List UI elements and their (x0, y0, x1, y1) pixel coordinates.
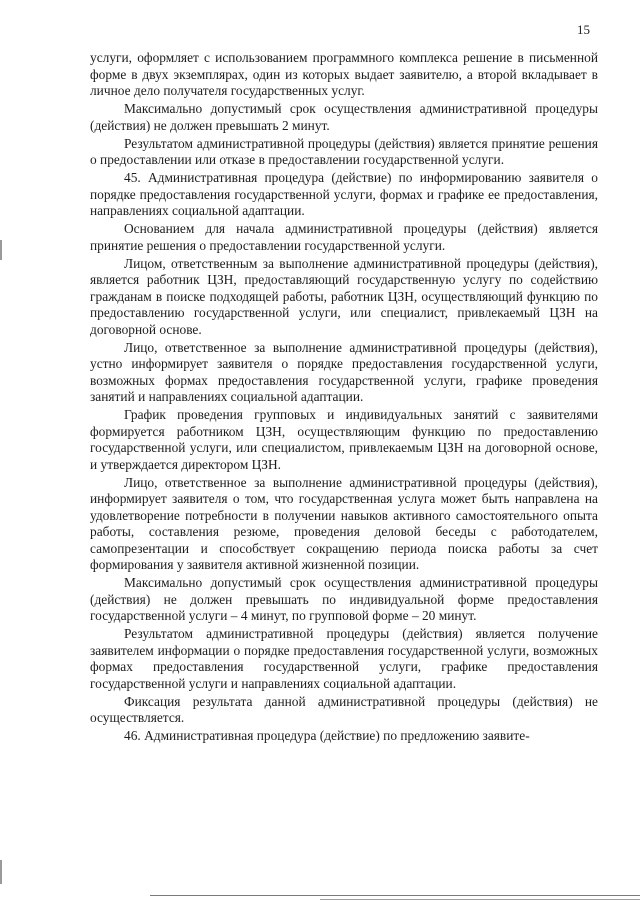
footer-rule-secondary (320, 899, 640, 900)
scan-edge-top (0, 240, 2, 260)
paragraph-oral-info: Лицо, ответственное за выполнение административной процедуры (действия), устно информирует заявителя о порядке предоставления государственной услуги, возможных формах предоставления государственной услуги, графике проведения занятий и направлениях социальной адаптации. (90, 339, 598, 404)
paragraph-informs-applicant: Лицо, ответственное за выполнение административной процедуры (действия), информирует заявителя о том, что государственная услуга может быть направлена на удовлетворение потребности в получении навыков активного самостоятельного опыта работы, составления резюме, проведения деловой беседы с работодателем, самопрезентации и способствует сокращению периода поиска работы за счет формирования у заявителя активной жизненной позиции. (90, 474, 598, 572)
paragraph-fixation: Фиксация результата данной административной процедуры (действия) не осуществляется. (90, 693, 598, 725)
paragraph-schedule: График проведения групповых и индивидуальных занятий с заявителями формируется работником ЦЗН, осуществляющим функцию по предоставлению государственной услуги, или специалистом, привлекаемым ЦЗН на договорной основе, и утверждается директором ЦЗН. (90, 407, 598, 472)
paragraph-max-time-2min: Максимально допустимый срок осуществления административной процедуры (действия) не должен превышать 2 минут. (90, 101, 598, 133)
paragraph-continuation: услуги, оформляет с использованием программного комплекса решение в письменной форме в двух экземплярах, один из которых выдает заявителю, а второй вкладывает в личное дело получателя государственных услуг. (90, 50, 598, 98)
paragraph-item-45: 45. Административная процедура (действие) по информированию заявителя о порядке предоставления государственной услуги, формах и графике ее предоставления, направлениях социальной адаптации. (90, 170, 598, 218)
document-body (90, 50, 598, 746)
scan-edge-bottom (0, 860, 2, 884)
paragraph-basis: Основанием для начала административной процедуры (действия) является принятие решения о предоставлении государственной услуги. (90, 221, 598, 253)
paragraph-result-info: Результатом административной процедуры (действия) является получение заявителем информации о порядке предоставления государственной услуги, возможных формах предоставления государственной услуги, графике предоставления государственной услуги и направлениях социальной адаптации. (90, 626, 598, 691)
paragraph-responsible-person: Лицом, ответственным за выполнение административной процедуры (действия), является работник ЦЗН, предоставляющий государственную услугу по содействию гражданам в поиске подходящей работы, работник ЦЗН, осуществляющий функцию по предоставлению государственной услуги, или специалист, привлекаемый ЦЗН на договорной основе. (90, 255, 598, 337)
page-number: 15 (577, 22, 590, 37)
paragraph-result-decision: Результатом административной процедуры (действия) является принятие решения о предоставлении или отказе в предоставлении государственной услуги. (90, 135, 598, 167)
paragraph-item-46: 46. Административная процедура (действие) по предложению заявите- (124, 728, 530, 743)
footer-rule (150, 895, 640, 896)
paragraph-max-time-forms: Максимально допустимый срок осуществления административной процедуры (действия) не должен превышать по индивидуальной форме предоставления государственной услуги – 4 минут, по групповой форме – 20 минут. (90, 575, 598, 623)
